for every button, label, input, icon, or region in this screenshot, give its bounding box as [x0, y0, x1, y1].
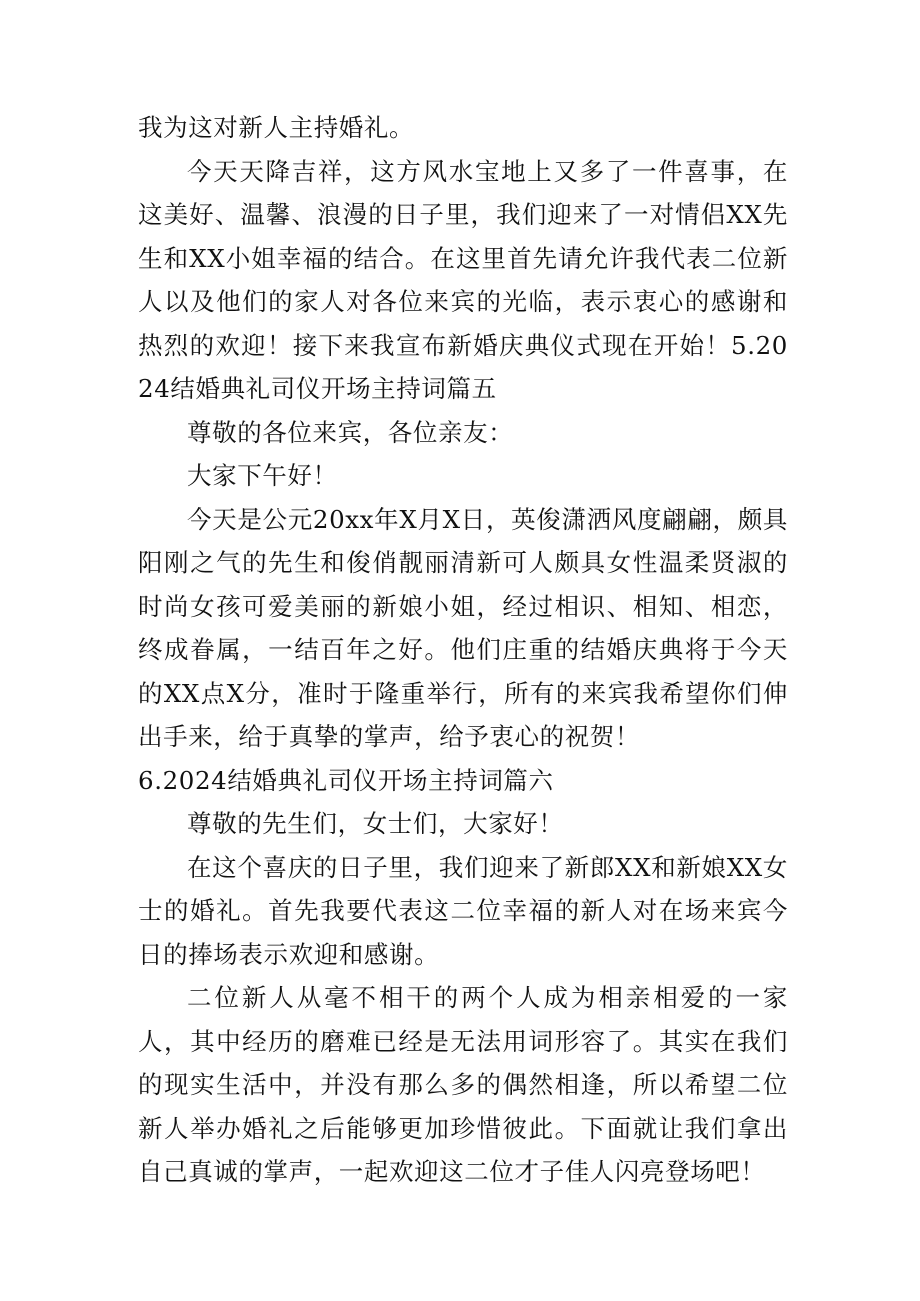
paragraph-4: 大家下午好！: [187, 461, 338, 490]
paragraph-1: 我为这对新人主持婚礼。: [138, 113, 415, 142]
document-body: [138, 106, 788, 1194]
paragraph-7: 尊敬的先生们，女士们，大家好！: [187, 809, 564, 838]
paragraph-3: 尊敬的各位来宾，各位亲友：: [187, 417, 514, 447]
paragraph-5: 今天是公元20xx年X月X日，英俊潇洒风度翩翩，颇具阳刚之气的先生和俊俏靓丽清新可人颇具女性温柔贤淑的时尚女孩可爱美丽的新娘小姐，经过相识、相知、相恋，终成眷属，一结百年之好。他们庄重的结婚庆典将于今天的XX点X分，准时于隆重举行，所有的来宾我希望你们伸出手来，给于真挚的掌声，给予衷心的祝贺！: [138, 504, 788, 751]
paragraph-8: 在这个喜庆的日子里，我们迎来了新郎XX和新娘XX女士的婚礼。首先我要代表这二位幸福的新人对在场来宾今日的捧场表示欢迎和感谢。: [138, 852, 788, 969]
paragraph-9: 二位新人从毫不相干的两个人成为相亲相爱的一家人，其中经历的磨难已经是无法用词形容了。其实在我们的现实生活中，并没有那么多的偶然相逢，所以希望二位新人举办婚礼之后能够更加珍惜彼此。下面就让我们拿出自己真诚的掌声，一起欢迎这二位才子佳人闪亮登场吧！: [138, 983, 788, 1186]
section-heading-6: 6.2024结婚典礼司仪开场主持词篇六: [138, 765, 554, 795]
paragraph-2: 今天天降吉祥，这方风水宝地上又多了一件喜事，在这美好、温馨、浪漫的日子里，我们迎来了一对情侣XX先生和XX小姐幸福的结合。在这里首先请允许我代表二位新人以及他们的家人对各位来宾的光临，表示衷心的感谢和热烈的欢迎！接下来我宣布新婚庆典仪式现在开始！5.2024结婚典礼司仪开场主持词篇五: [138, 156, 788, 403]
